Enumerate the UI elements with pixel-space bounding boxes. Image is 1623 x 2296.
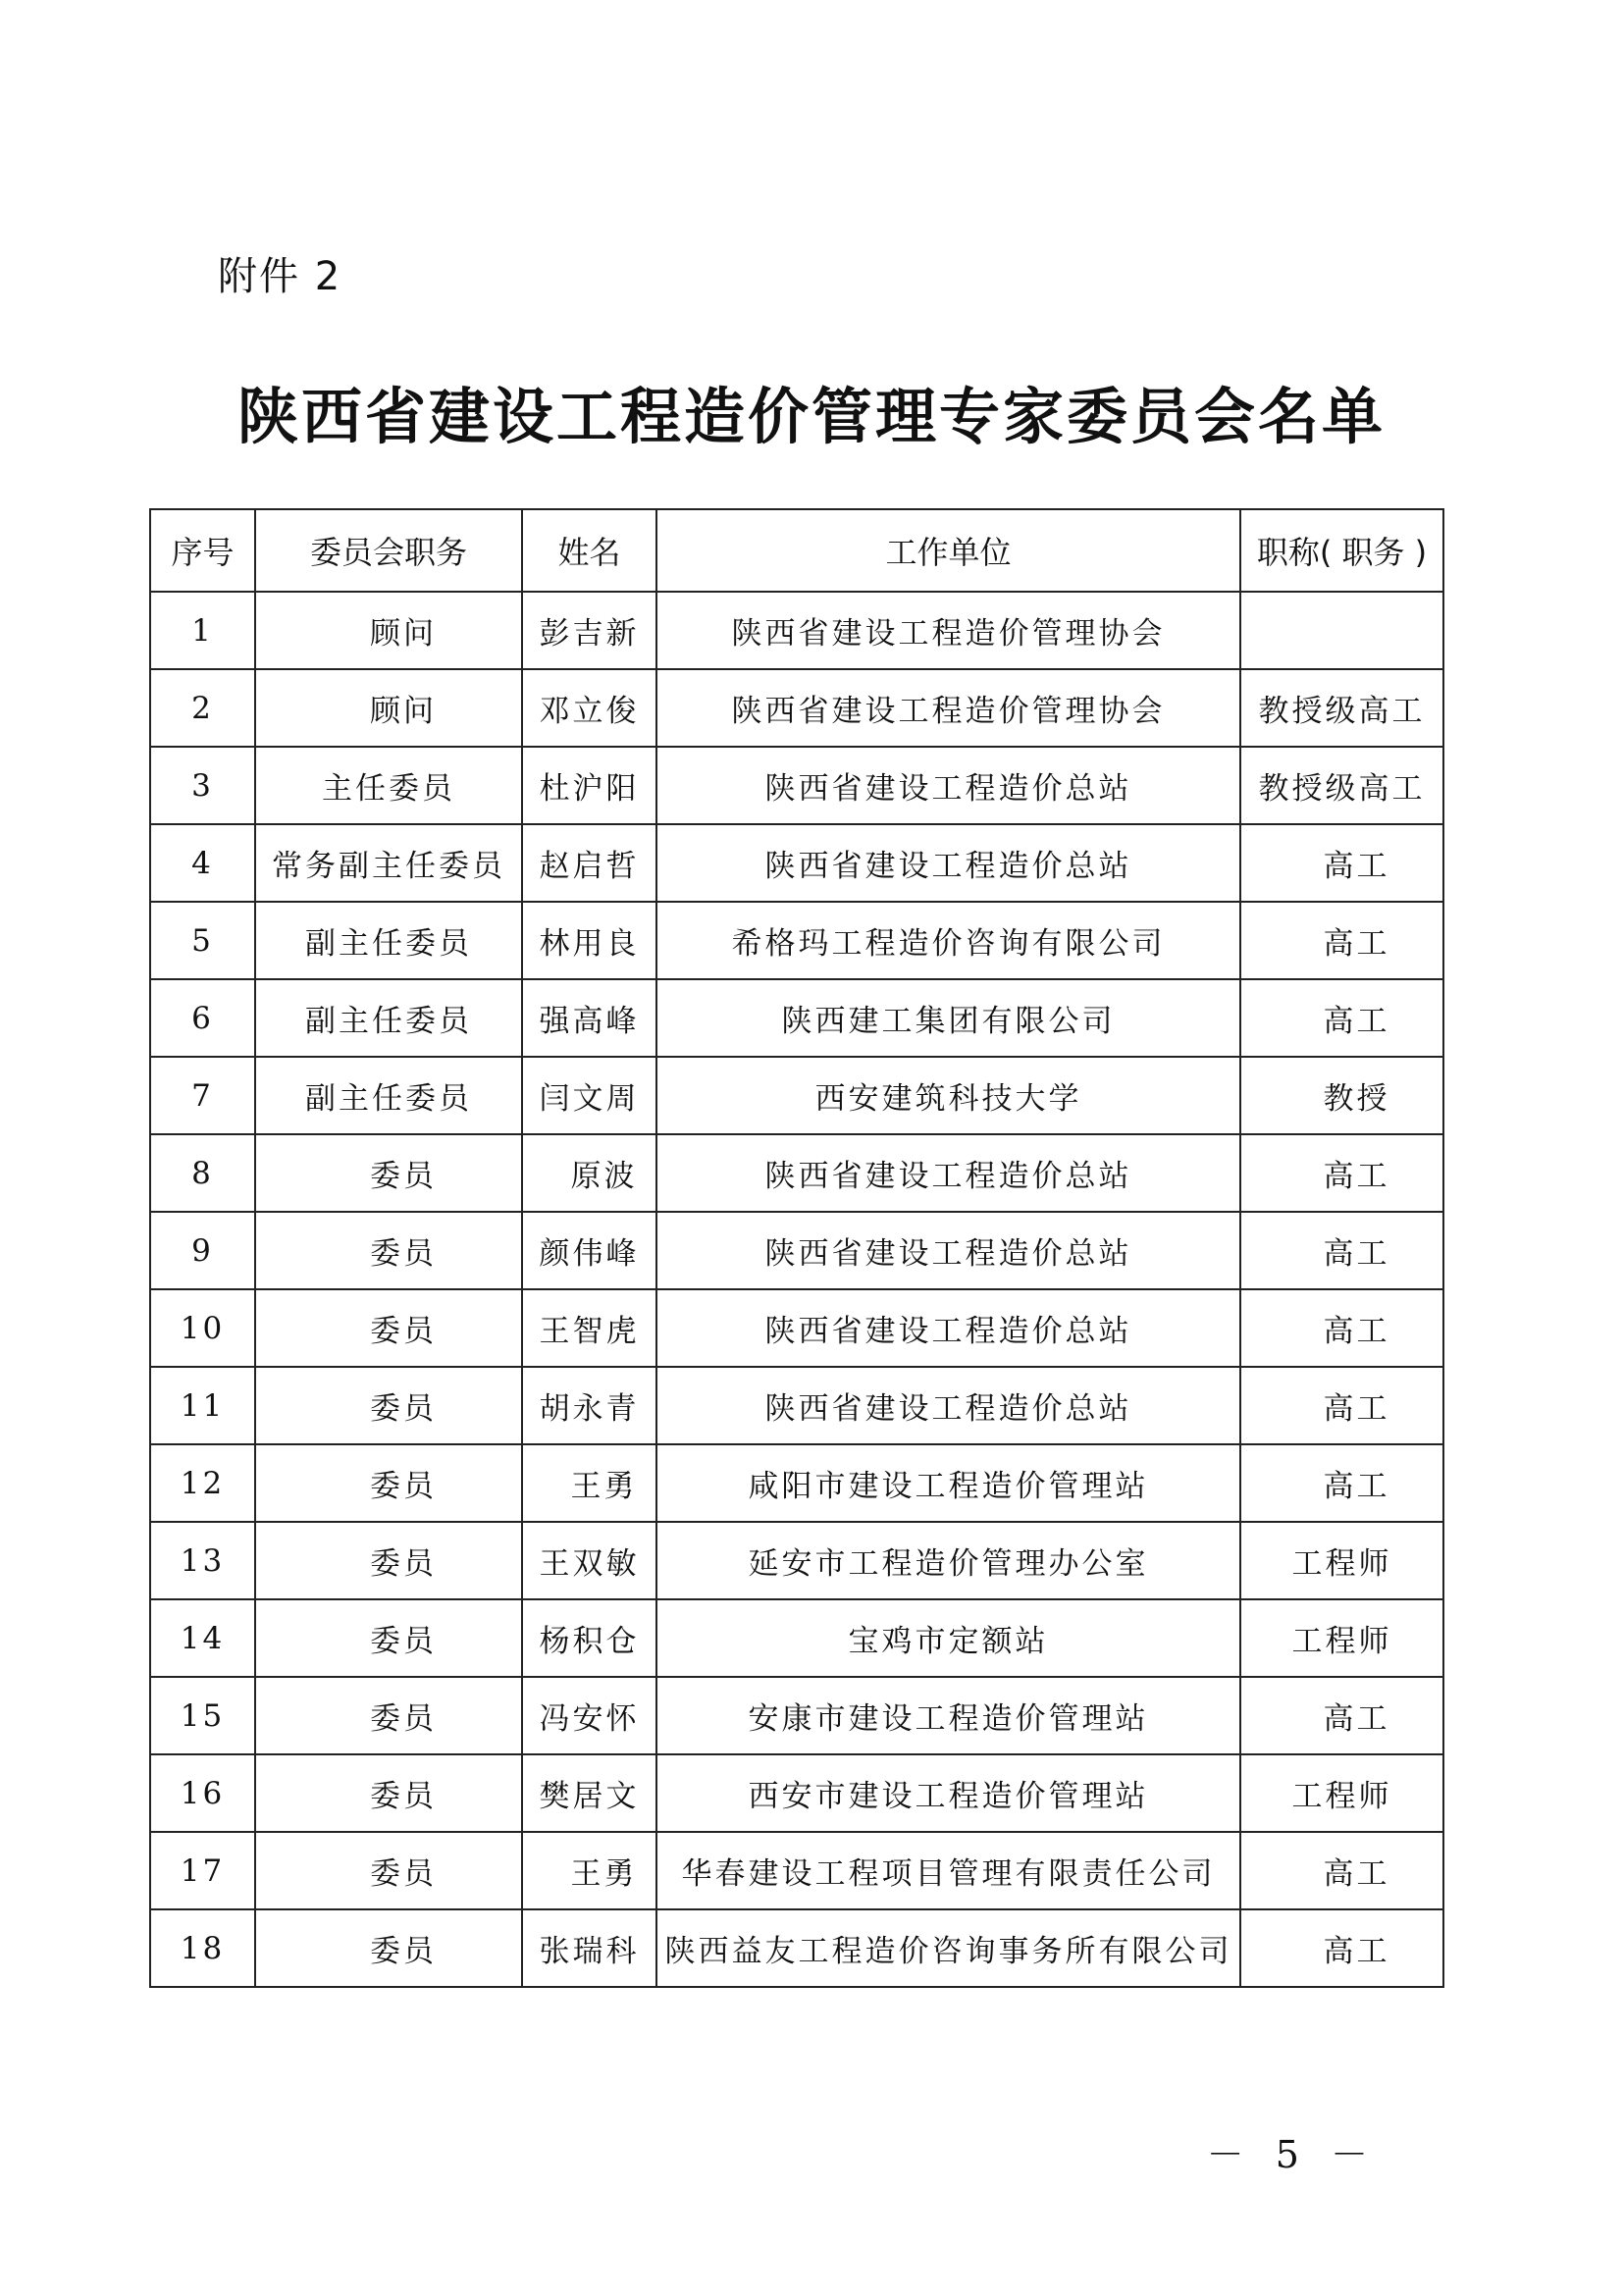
cell-title: 高工 — [1240, 1832, 1443, 1909]
cell-unit: 陕西省建设工程造价管理协会 — [656, 592, 1240, 669]
header-unit: 工作单位 — [656, 509, 1240, 592]
cell-unit: 陕西省建设工程造价总站 — [656, 747, 1240, 824]
cell-position: 主任委员 — [255, 747, 522, 824]
cell-no: 14 — [150, 1599, 255, 1677]
cell-position: 副主任委员 — [255, 1057, 522, 1134]
cell-position: 委员 — [255, 1909, 522, 1987]
cell-name: 颜伟峰 — [522, 1212, 656, 1289]
cell-no: 7 — [150, 1057, 255, 1134]
cell-no: 2 — [150, 669, 255, 747]
table-header-row — [150, 509, 1443, 592]
cell-position: 委员 — [255, 1599, 522, 1677]
cell-title: 工程师 — [1240, 1599, 1443, 1677]
cell-position: 委员 — [255, 1212, 522, 1289]
cell-no: 16 — [150, 1754, 255, 1832]
cell-unit: 陕西省建设工程造价总站 — [656, 1212, 1240, 1289]
cell-name: 冯安怀 — [522, 1677, 656, 1754]
cell-name: 赵启哲 — [522, 824, 656, 902]
cell-title: 高工 — [1240, 824, 1443, 902]
cell-name: 胡永青 — [522, 1367, 656, 1444]
cell-unit: 西安建筑科技大学 — [656, 1057, 1240, 1134]
cell-title: 高工 — [1240, 1289, 1443, 1367]
cell-name: 邓立俊 — [522, 669, 656, 747]
table-row — [150, 1522, 1443, 1599]
cell-name: 林用良 — [522, 902, 656, 979]
cell-position: 委员 — [255, 1134, 522, 1212]
table-row — [150, 1444, 1443, 1522]
cell-title: 高工 — [1240, 1212, 1443, 1289]
cell-name: 张瑞科 — [522, 1909, 656, 1987]
cell-title: 工程师 — [1240, 1522, 1443, 1599]
cell-unit: 陕西省建设工程造价管理协会 — [656, 669, 1240, 747]
expert-committee-table — [149, 508, 1444, 1988]
cell-title: 教授级高工 — [1240, 669, 1443, 747]
cell-unit: 陕西省建设工程造价总站 — [656, 1134, 1240, 1212]
cell-unit: 咸阳市建设工程造价管理站 — [656, 1444, 1240, 1522]
cell-no: 4 — [150, 824, 255, 902]
table-row — [150, 1057, 1443, 1134]
cell-position: 副主任委员 — [255, 979, 522, 1057]
cell-unit: 陕西省建设工程造价总站 — [656, 1367, 1240, 1444]
cell-unit: 希格玛工程造价咨询有限公司 — [656, 902, 1240, 979]
cell-no: 11 — [150, 1367, 255, 1444]
cell-title: 高工 — [1240, 1367, 1443, 1444]
cell-name: 王勇 — [522, 1832, 656, 1909]
cell-name: 王勇 — [522, 1444, 656, 1522]
cell-title: 教授 — [1240, 1057, 1443, 1134]
cell-name: 樊居文 — [522, 1754, 656, 1832]
cell-unit: 西安市建设工程造价管理站 — [656, 1754, 1240, 1832]
table-body — [150, 592, 1443, 1987]
table-row — [150, 1212, 1443, 1289]
table-row — [150, 1134, 1443, 1212]
header-no: 序号 — [150, 509, 255, 592]
cell-name: 原波 — [522, 1134, 656, 1212]
attachment-label: 附件 2 — [218, 254, 342, 299]
cell-no: 1 — [150, 592, 255, 669]
header-position: 委员会职务 — [255, 509, 522, 592]
table-row — [150, 902, 1443, 979]
cell-position: 常务副主任委员 — [255, 824, 522, 902]
cell-unit: 安康市建设工程造价管理站 — [656, 1677, 1240, 1754]
cell-unit: 陕西省建设工程造价总站 — [656, 824, 1240, 902]
cell-no: 3 — [150, 747, 255, 824]
cell-name: 杨积仓 — [522, 1599, 656, 1677]
cell-position: 委员 — [255, 1677, 522, 1754]
cell-no: 8 — [150, 1134, 255, 1212]
cell-position: 委员 — [255, 1522, 522, 1599]
cell-position: 委员 — [255, 1832, 522, 1909]
cell-name: 王双敏 — [522, 1522, 656, 1599]
cell-no: 6 — [150, 979, 255, 1057]
cell-name: 杜沪阳 — [522, 747, 656, 824]
cell-no: 17 — [150, 1832, 255, 1909]
cell-unit: 陕西省建设工程造价总站 — [656, 1289, 1240, 1367]
cell-no: 18 — [150, 1909, 255, 1987]
cell-position: 顾问 — [255, 669, 522, 747]
cell-position: 委员 — [255, 1289, 522, 1367]
cell-unit: 延安市工程造价管理办公室 — [656, 1522, 1240, 1599]
cell-no: 12 — [150, 1444, 255, 1522]
cell-no: 5 — [150, 902, 255, 979]
table-row — [150, 669, 1443, 747]
cell-name: 闫文周 — [522, 1057, 656, 1134]
cell-title: 高工 — [1240, 1909, 1443, 1987]
cell-position: 委员 — [255, 1444, 522, 1522]
cell-title: 高工 — [1240, 1134, 1443, 1212]
cell-no: 9 — [150, 1212, 255, 1289]
cell-no: 13 — [150, 1522, 255, 1599]
table-row — [150, 1599, 1443, 1677]
cell-title: 高工 — [1240, 1444, 1443, 1522]
cell-position: 顾问 — [255, 592, 522, 669]
table-row — [150, 1367, 1443, 1444]
table-row — [150, 1289, 1443, 1367]
table-row — [150, 1677, 1443, 1754]
header-name: 姓名 — [522, 509, 656, 592]
cell-unit: 华春建设工程项目管理有限责任公司 — [656, 1832, 1240, 1909]
cell-no: 10 — [150, 1289, 255, 1367]
cell-title — [1240, 592, 1443, 669]
table-row — [150, 1832, 1443, 1909]
table-row — [150, 979, 1443, 1057]
table-row — [150, 747, 1443, 824]
cell-no: 15 — [150, 1677, 255, 1754]
table-row — [150, 1909, 1443, 1987]
cell-position: 委员 — [255, 1367, 522, 1444]
cell-name: 强高峰 — [522, 979, 656, 1057]
cell-title: 高工 — [1240, 979, 1443, 1057]
cell-position: 副主任委员 — [255, 902, 522, 979]
cell-unit: 陕西建工集团有限公司 — [656, 979, 1240, 1057]
cell-title: 高工 — [1240, 902, 1443, 979]
table-row — [150, 1754, 1443, 1832]
table-row — [150, 592, 1443, 669]
header-title: 职称( 职务 ) — [1240, 509, 1443, 592]
cell-position: 委员 — [255, 1754, 522, 1832]
cell-unit: 宝鸡市定额站 — [656, 1599, 1240, 1677]
cell-title: 教授级高工 — [1240, 747, 1443, 824]
cell-title: 工程师 — [1240, 1754, 1443, 1832]
cell-unit: 陕西益友工程造价咨询事务所有限公司 — [656, 1909, 1240, 1987]
page-number: － 5 － — [1206, 2133, 1378, 2176]
cell-name: 王智虎 — [522, 1289, 656, 1367]
document-title: 陕西省建设工程造价管理专家委员会名单 — [236, 381, 1386, 452]
table-row — [150, 824, 1443, 902]
cell-title: 高工 — [1240, 1677, 1443, 1754]
cell-name: 彭吉新 — [522, 592, 656, 669]
